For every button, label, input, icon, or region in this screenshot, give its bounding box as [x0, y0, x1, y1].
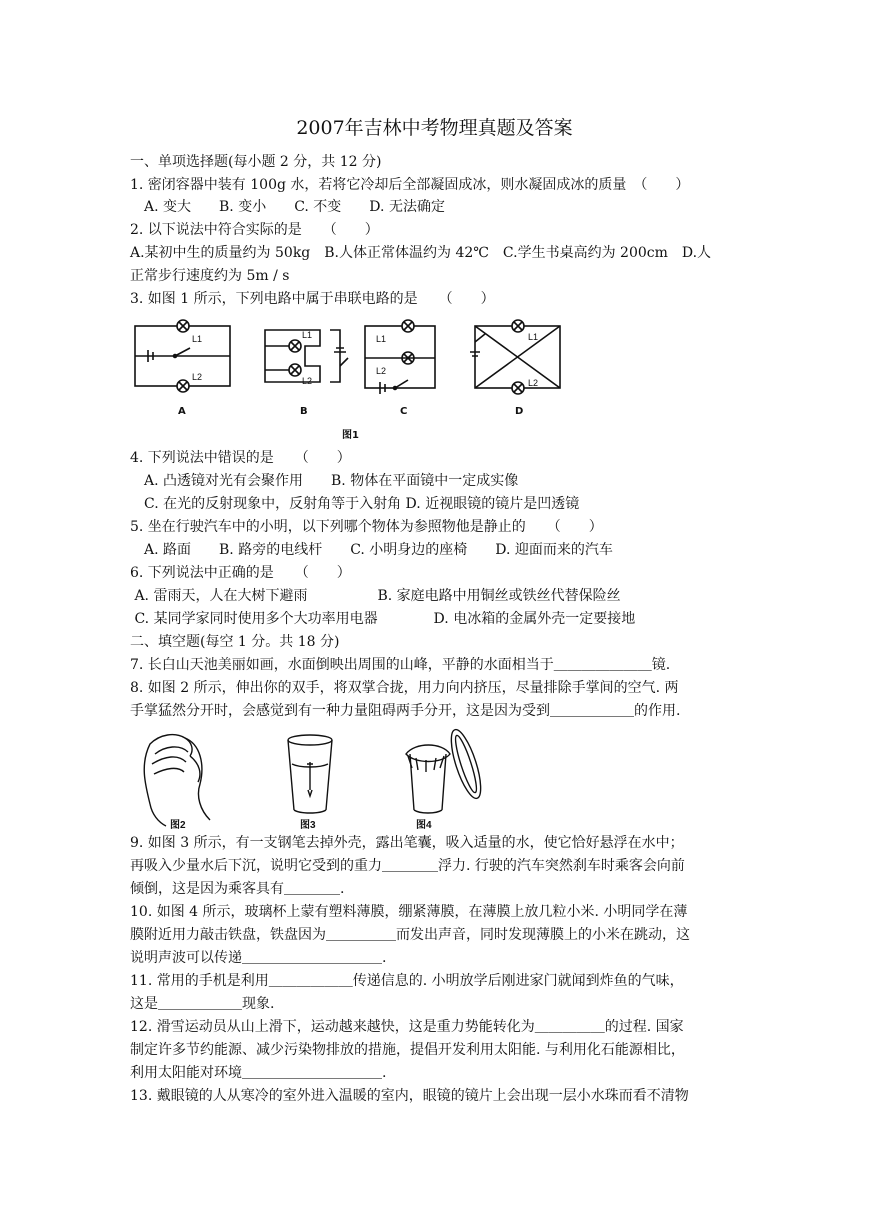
question-4-options-cd: C. 在光的反射现象中，反射角等于入射角 D. 近视眼镜的镜片是凹透镜: [130, 496, 580, 512]
question-11-cont: 这是＿＿＿＿＿＿现象.: [130, 996, 275, 1012]
question-4-options-ab: A. 凸透镜对光有会聚作用 B. 物体在平面镜中一定成实像: [130, 473, 519, 489]
fig1-c-lamp2-label: L2: [376, 366, 387, 376]
hands-pressed-icon: [144, 735, 210, 826]
fig1-label-c: C: [400, 406, 408, 417]
question-1-options: A. 变大 B. 变小 C. 不变 D. 无法确定: [130, 199, 445, 215]
fig1-a-lamp2-label: L2: [192, 372, 203, 382]
fig1-label-a: A: [178, 406, 186, 417]
fig1-label-b: B: [300, 406, 308, 417]
fig1-d-lamp1-label: L1: [528, 332, 539, 342]
question-8: 8. 如图 2 所示，伸出你的双手，将双掌合拢，用力向内挤压，尽量排除手掌间的空气. 两: [130, 680, 679, 696]
glass-with-pen-icon: [288, 735, 332, 813]
question-6-options-ab: A. 雷雨天，人在大树下避雨 B. 家庭电路中用铜丝或铁丝代替保险丝: [130, 588, 621, 604]
question-6: 6. 下列说法中正确的是 （ ）: [130, 565, 351, 581]
question-2-options: A.某初中生的质量约为 50kg B.人体正常体温约为 42℃ C.学生书桌高约为 200cm D.人: [130, 245, 712, 261]
question-13: 13. 戴眼镜的人从寒冷的室外进入温暖的室内，眼镜的镜片上会出现一层小水珠而看不清物: [130, 1088, 689, 1104]
question-2: 2. 以下说法中符合实际的是 （ ）: [130, 222, 379, 238]
question-1: 1. 密闭容器中装有 100g 水，若将它冷却后全部凝固成冰，则水凝固成冰的质量 （ ）: [130, 177, 690, 193]
question-10-cont: 膜附近用力敲击铁盘，铁盘因为＿＿＿＿＿而发出声音，同时发现薄膜上的小米在跳动，这: [130, 927, 690, 943]
question-5-options: A. 路面 B. 路旁的电线杆 C. 小明身边的座椅 D. 迎面而来的汽车: [130, 542, 613, 558]
question-5: 5. 坐在行驶汽车中的小明，以下列哪个物体为参照物他是静止的 （ ）: [130, 519, 603, 535]
question-6-options-cd: C. 某同学家同时使用多个大功率用电器 D. 电冰箱的金属外壳一定要接地: [130, 611, 636, 627]
question-10-cont-2: 说明声波可以传递＿＿＿＿＿＿＿＿＿＿.: [130, 950, 387, 966]
question-12: 12. 滑雪运动员从山上滑下，运动越来越快，这是重力势能转化为＿＿＿＿＿的过程. 国家: [130, 1019, 684, 1035]
question-7: 7. 长白山天池美丽如画，水面倒映出周围的山峰，平静的水面相当于＿＿＿＿＿＿＿镜.: [130, 657, 671, 673]
question-9: 9. 如图 3 所示，有一支钢笔去掉外壳，露出笔囊，吸入适量的水，使它恰好悬浮在水中；: [130, 835, 684, 851]
question-9-cont-2: 倾倒，这是因为乘客具有＿＿＿＿.: [130, 881, 345, 897]
question-4: 4. 下列说法中错误的是 （ ）: [130, 450, 351, 466]
question-9-cont: 再吸入少量水后下沉，说明它受到的重力＿＿＿＿浮力. 行驶的汽车突然刹车时乘客会向前: [130, 858, 685, 874]
fig1-b-lamp1-label: L1: [302, 330, 313, 340]
figure-1-circuits: [130, 312, 570, 444]
question-3: 3. 如图 1 所示，下列电路中属于串联电路的是 （ ）: [130, 291, 495, 307]
fig1-label-d: D: [515, 406, 524, 417]
question-12-cont: 制定许多节约能源、减少污染物排放的措施，提倡开发利用太阳能. 与利用化石能源相比，: [130, 1042, 685, 1058]
question-8-cont: 手掌猛然分开时，会感觉到有一种力量阻碍两手分开，这是因为受到＿＿＿＿＿＿的作用.: [130, 703, 681, 719]
fig2-caption: 图2: [170, 820, 186, 831]
fig1-caption: 图1: [342, 430, 359, 441]
fig4-caption: 图4: [416, 820, 432, 831]
fig1-a-lamp1-label: L1: [192, 334, 203, 344]
fig3-caption: 图3: [300, 820, 316, 831]
fig1-d-lamp2-label: L2: [528, 378, 539, 388]
question-11: 11. 常用的手机是利用＿＿＿＿＿＿传递信息的. 小明放学后刚进家门就闻到炸鱼的气味，: [130, 973, 684, 989]
page-title: 2007年吉林中考物理真题及答案: [296, 117, 573, 139]
section-heading-choice: 一、单项选择题(每小题 2 分，共 12 分): [130, 154, 382, 170]
fig1-c-lamp1-label: L1: [376, 334, 387, 344]
question-2-options-cont: 正常步行速度约为 5m / s: [130, 268, 290, 284]
glass-with-film-and-plate-icon: [406, 727, 487, 813]
question-10: 10. 如图 4 所示，玻璃杯上蒙有塑料薄膜，绷紧薄膜，在薄膜上放几粒小米. 小明同学在薄: [130, 904, 688, 920]
section-heading-fill: 二、填空题(每空 1 分。共 18 分): [130, 634, 340, 650]
question-12-cont-2: 利用太阳能对环境＿＿＿＿＿＿＿＿＿＿.: [130, 1065, 387, 1081]
fig1-b-lamp2-label: L2: [302, 376, 313, 386]
figures-2-3-4: [130, 724, 490, 832]
